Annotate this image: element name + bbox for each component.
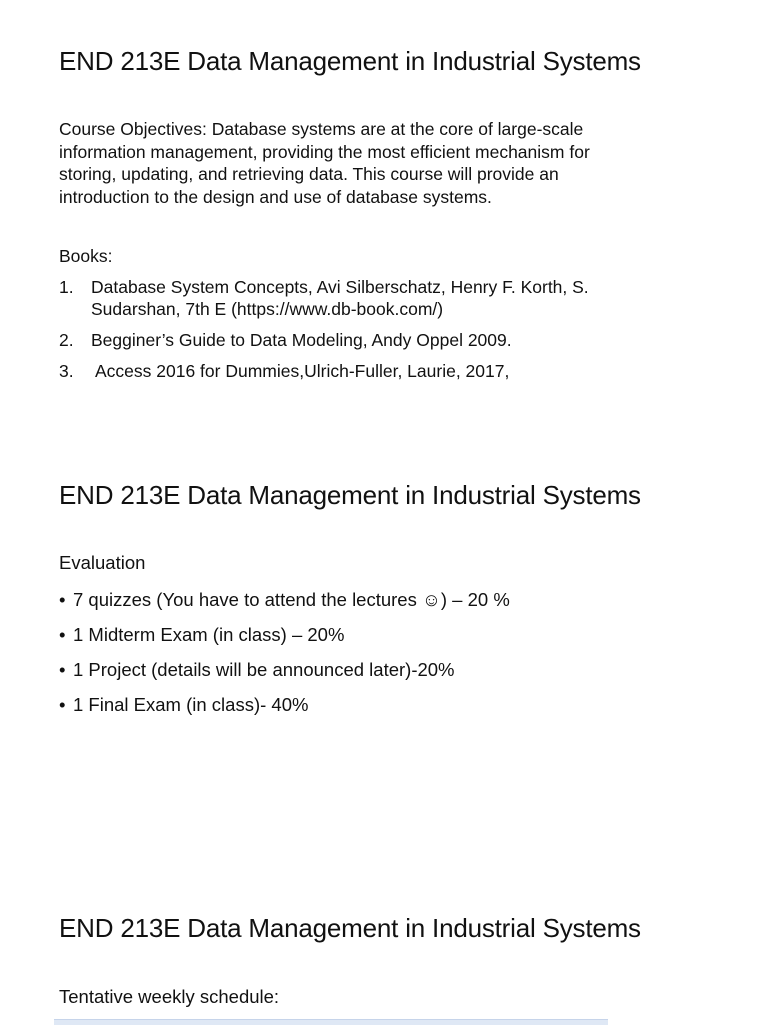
slide-title: END 213E Data Management in Industrial Systems bbox=[59, 480, 641, 510]
book-line: Begginer’s Guide to Data Modeling, Andy Oppel 2009. bbox=[91, 330, 512, 350]
bullet-icon: • bbox=[59, 659, 66, 680]
evaluation-text: 1 Final Exam (in class)- 40% bbox=[73, 694, 309, 715]
evaluation-heading: Evaluation bbox=[59, 552, 146, 573]
evaluation-text: 7 quizzes (You have to attend the lectures ☺) – 20 % bbox=[73, 589, 510, 610]
objectives-line: Course Objectives: Database systems are at the core of large-scale bbox=[59, 119, 584, 139]
book-number: 2. bbox=[59, 330, 74, 350]
books-heading: Books: bbox=[59, 246, 113, 266]
book-line: Database System Concepts, Avi Silberschatz, Henry F. Korth, S. bbox=[91, 277, 589, 297]
evaluation-text: 1 Project (details will be announced later)-20% bbox=[73, 659, 455, 680]
bullet-icon: • bbox=[59, 589, 66, 610]
objectives-line: introduction to the design and use of database systems. bbox=[59, 186, 492, 207]
bullet-icon: • bbox=[59, 694, 66, 715]
schedule-heading: Tentative weekly schedule: bbox=[59, 986, 280, 1007]
evaluation-text: 1 Midterm Exam (in class) – 20% bbox=[73, 624, 345, 645]
book-number: 3. bbox=[59, 361, 74, 381]
bullet-icon: • bbox=[59, 624, 66, 645]
book-number: 1. bbox=[59, 277, 74, 297]
objectives-line: information management, providing the most efficient mechanism for bbox=[59, 141, 590, 162]
slide-title: END 213E Data Management in Industrial Systems bbox=[59, 913, 641, 943]
book-line: Sudarshan, 7th E (https://www.db-book.com/) bbox=[91, 299, 444, 319]
slide-title: END 213E Data Management in Industrial Systems bbox=[59, 46, 641, 76]
book-line: Access 2016 for Dummies,Ulrich-Fuller, Laurie, 2017, bbox=[95, 361, 510, 381]
objectives-line: storing, updating, and retrieving data. This course will provide an bbox=[59, 164, 559, 184]
schedule-table-top bbox=[54, 1019, 608, 1025]
